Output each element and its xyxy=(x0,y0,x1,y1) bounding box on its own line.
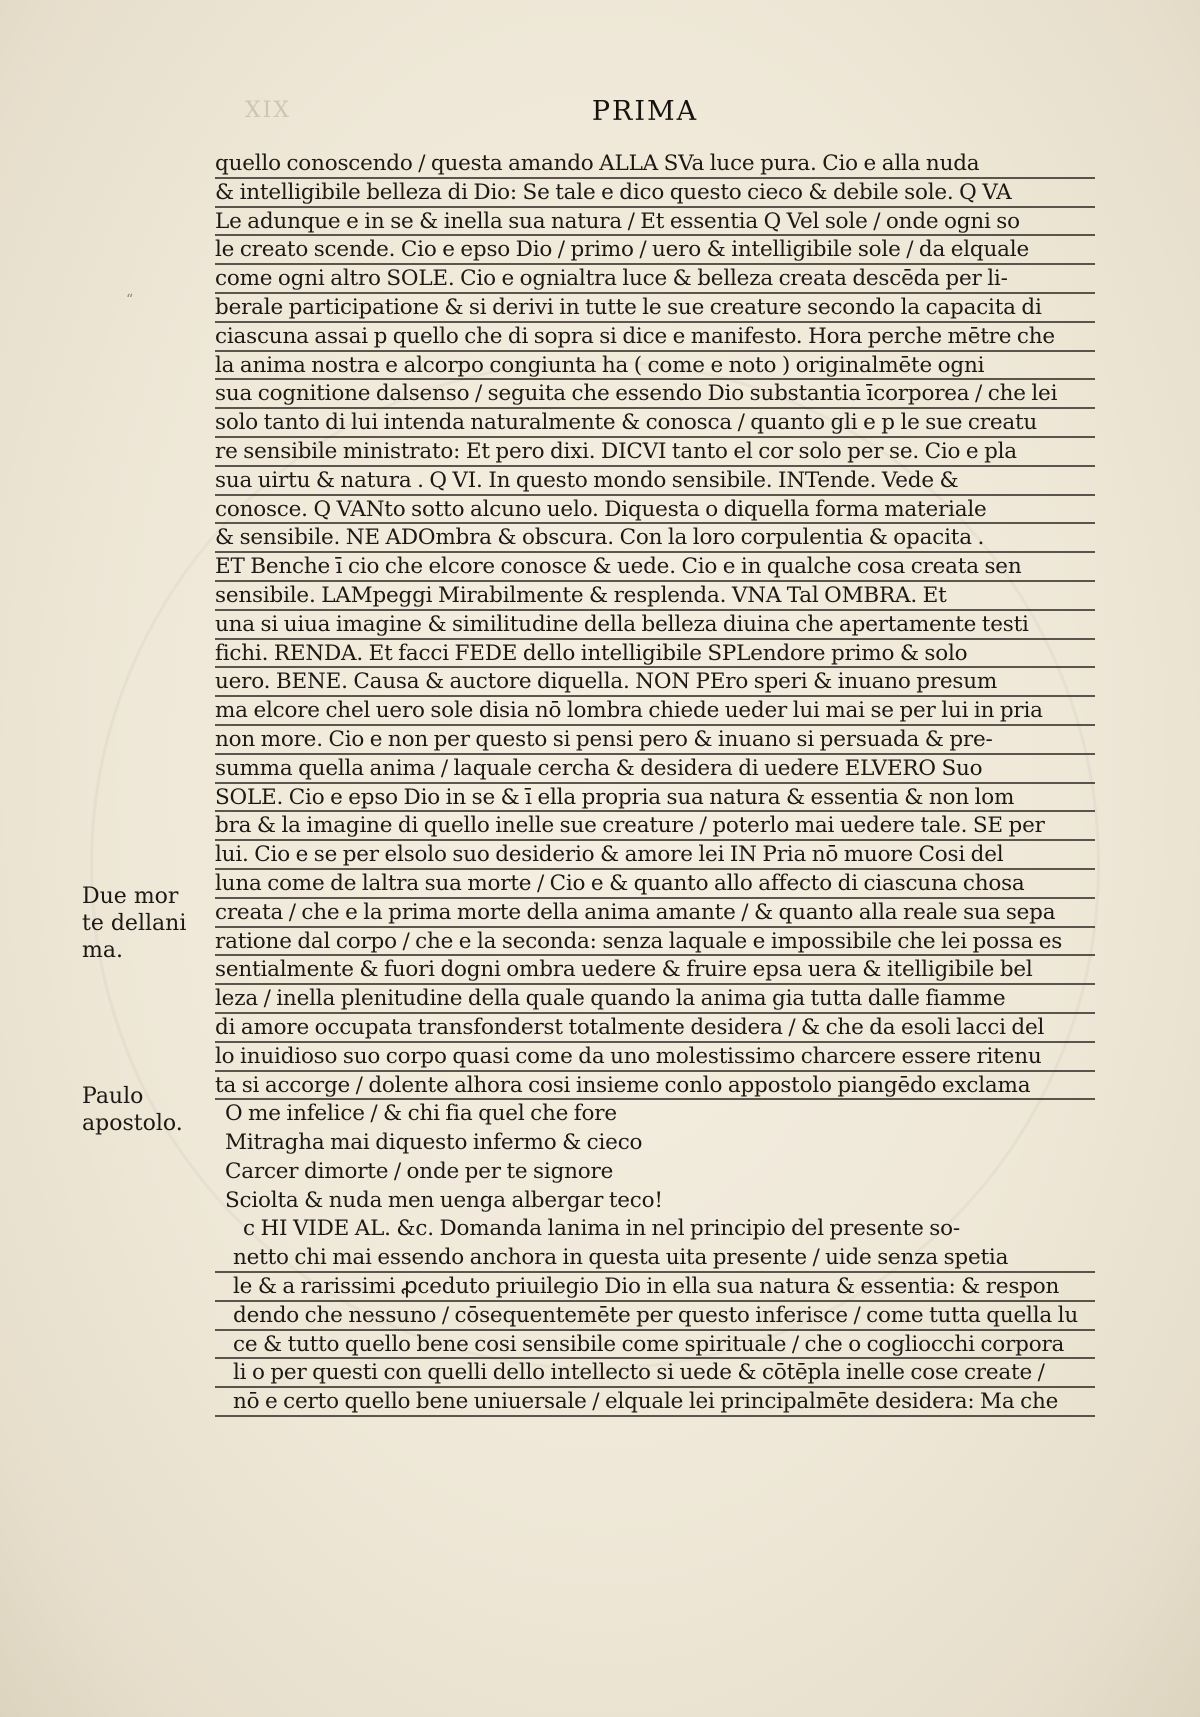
folio-number-residue: XIX xyxy=(245,98,292,123)
text-line: lo inuidioso suo corpo quasi come da uno molestissimo charcere essere ritenu xyxy=(215,1043,1095,1072)
text-line: ciascuna assai p quello che di sopra si dice e manifesto. Hora perche mētre che xyxy=(215,323,1095,352)
commentary-line: li o per questi con quelli dello intellecto si uede & cōtēpla inelle cose create / xyxy=(215,1359,1095,1388)
text-line: & intelligibile belleza di Dio: Se tale e dico questo cieco & debile sole. Q VA xyxy=(215,179,1095,208)
text-line: fichi. RENDA. Et facci FEDE dello intelligibile SPLendore primo & solo xyxy=(215,640,1095,669)
text-line: quello conoscendo / questa amando ALLA SVa luce pura. Cio e alla nuda xyxy=(215,150,1095,179)
text-line: luna come de laltra sua morte / Cio e & quanto allo affecto di ciascuna chosa xyxy=(215,870,1095,899)
text-line: lui. Cio e se per elsolo suo desiderio & amore lei IN Pria nō muore Cosi del xyxy=(215,841,1095,870)
text-line: summa quella anima / laquale cercha & desidera di uedere ELVERO Suo xyxy=(215,755,1095,784)
main-text-block xyxy=(215,150,1095,1417)
running-title: PRIMA xyxy=(591,96,699,127)
text-line: bra & la imagine di quello inelle sue creature / poterlo mai uedere tale. SE per xyxy=(215,812,1095,841)
text-line: sentialmente & fuori dogni ombra uedere & fruire epsa uera & itelligibile bel xyxy=(215,956,1095,985)
text-line: sua cognitione dalsenso / seguita che essendo Dio substantia īcorporea / che lei xyxy=(215,380,1095,409)
text-line: di amore occupata transfonderst totalmente desidera / & che da esoli lacci del xyxy=(215,1014,1095,1043)
commentary-line: le & a rarissimi ꝓceduto priuilegio Dio in ella sua natura & essentia: & respon xyxy=(215,1273,1095,1302)
text-line: ta si accorge / dolente alhora cosi insieme conlo appostolo piangēdo exclama xyxy=(215,1072,1095,1101)
text-line: ratione dal corpo / che e la seconda: senza laquale e impossibile che lei possa es xyxy=(215,928,1095,957)
text-line: una si uiua imagine & similitudine della belleza diuina che apertamente testi xyxy=(215,611,1095,640)
text-line: Le adunque e in se & inella sua natura / Et essentia Q Vel sole / onde ogni so xyxy=(215,208,1095,237)
commentary-line: netto chi mai essendo anchora in questa uita presente / uide senza spetia xyxy=(215,1244,1095,1273)
text-line: leza / inella plenitudine della quale quando la anima gia tutta dalle fiamme xyxy=(215,985,1095,1014)
margin-note-due-morte: Due mor te dellani ma. xyxy=(82,884,187,963)
text-line: conosce. Q VANto sotto alcuno uelo. Diquesta o diquella forma materiale xyxy=(215,496,1095,525)
text-line: & sensibile. NE ADOmbra & obscura. Con la loro corpulentia & opacita . xyxy=(215,524,1095,553)
text-line: creata / che e la prima morte della anima amante / & quanto alla reale sua sepa xyxy=(215,899,1095,928)
text-line: come ogni altro SOLE. Cio e ognialtra luce & belleza creata descēda per li- xyxy=(215,265,1095,294)
text-line: ma elcore chel uero sole disia nō lombra chiede ueder lui mai se per lui in pria xyxy=(215,697,1095,726)
commentary-line: nō e certo quello bene uniuersale / elquale lei principalmēte desidera: Ma che xyxy=(215,1388,1095,1417)
text-line: non more. Cio e non per questo si pensi pero & inuano si persuada & pre- xyxy=(215,726,1095,755)
text-line: berale participatione & si derivi in tutte le sue creature secondo la capacita di xyxy=(215,294,1095,323)
text-line: le creato scende. Cio e epso Dio / primo / uero & intelligibile sole / da elquale xyxy=(215,236,1095,265)
text-line: la anima nostra e alcorpo congiunta ha ( come e noto ) originalmēte ogni xyxy=(215,352,1095,381)
commentary-line: c HI VIDE AL. &c. Domanda lanima in nel principio del presente so- xyxy=(243,1216,960,1242)
verse-line: O me infelice / & chi fia quel che fore xyxy=(225,1101,617,1127)
verse-line: Carcer dimorte / onde per te signore xyxy=(225,1158,614,1184)
verse-line: Sciolta & nuda men uenga albergar teco! xyxy=(225,1187,663,1213)
commentary-line: ce & tutto quello bene cosi sensibile come spirituale / che o cogliocchi corpora xyxy=(215,1331,1095,1360)
text-line: solo tanto di lui intenda naturalmente & conosca / quanto gli e p le sue creatu xyxy=(215,409,1095,438)
text-line: sua uirtu & natura . Q VI. In questo mondo sensibile. INTende. Vede & xyxy=(215,467,1095,496)
verse-line: Mitragha mai diquesto infermo & cieco xyxy=(225,1130,643,1156)
text-line: uero. BENE. Causa & auctore diquella. NON PEro speri & inuano presum xyxy=(215,668,1095,697)
text-line: re sensibile ministrato: Et pero dixi. DICVI tanto el cor solo per se. Cio e pla xyxy=(215,438,1095,467)
ink-mark: “ xyxy=(126,292,134,308)
text-line: SOLE. Cio e epso Dio in se & ī ella propria sua natura & essentia & non lom xyxy=(215,784,1095,813)
text-line: sensibile. LAMpeggi Mirabilmente & resplenda. VNA Tal OMBRA. Et xyxy=(215,582,1095,611)
commentary-line: dendo che nessuno / cōsequentemēte per questo inferisce / come tutta quella lu xyxy=(215,1302,1095,1331)
text-line: ET Benche ī cio che elcore conosce & uede. Cio e in qualche cosa creata sen xyxy=(215,553,1095,582)
margin-note-paulo-apostolo: Paulo apostolo. xyxy=(82,1084,183,1136)
page-header xyxy=(0,96,1200,127)
